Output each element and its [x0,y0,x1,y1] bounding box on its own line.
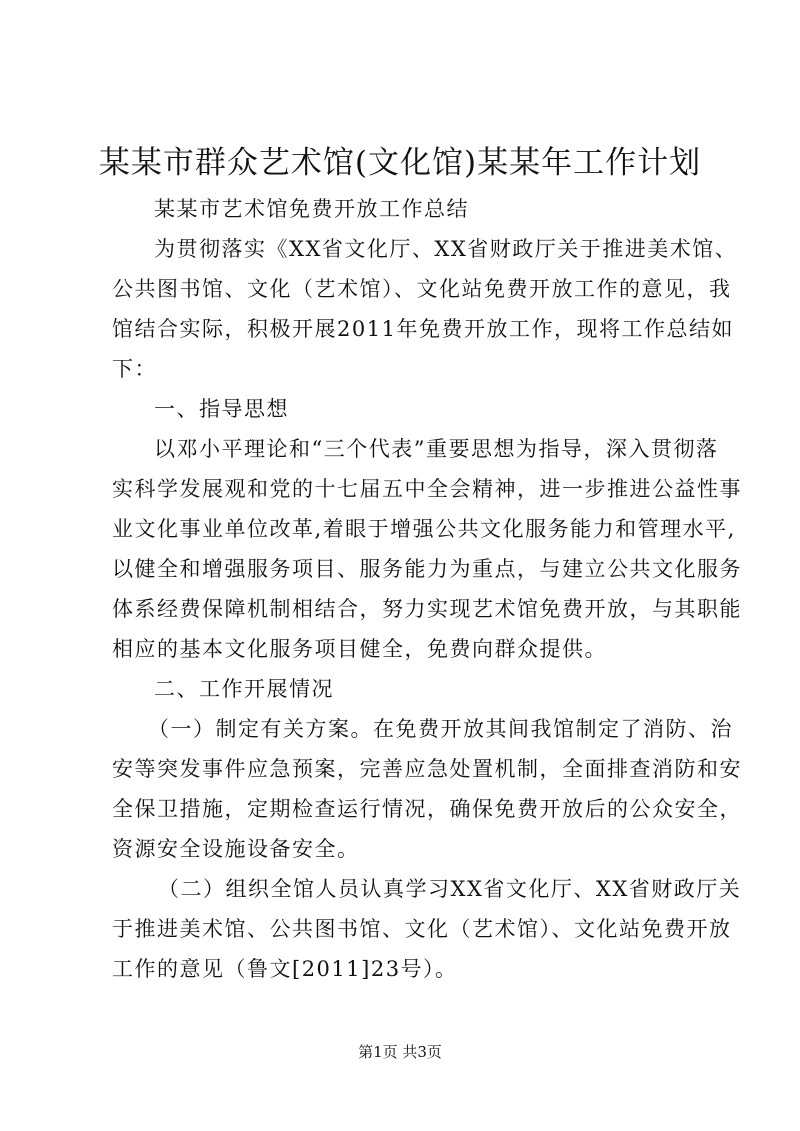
section-heading: 二、工作开展情况 [154,677,334,701]
paragraph-line: 某某市艺术馆免费开放工作总结 [154,197,469,221]
paragraph-line: 馆结合实际，积极开展2011年免费开放工作，现将工作总结如 [112,317,734,341]
document-body [112,189,742,989]
page-footer: 第1页 共3页 [358,1043,442,1061]
paragraph-line: （一）制定有关方案。在免费开放其间我馆制定了消防、治 [148,717,733,741]
paragraph-line: 相应的基本文化服务项目健全，免费向群众提供。 [112,637,607,661]
paragraph-line: 下： [112,357,157,381]
paragraph-line: 实科学发展观和党的十七届五中全会精神，进一步推进公益性事 [112,477,742,501]
paragraph-line: 于推进美术馆、公共图书馆、文化（艺术馆）、文化站免费开放 [112,917,732,941]
paragraph-line: （二）组织全馆人员认真学习XX省文化厅、XX省财政厅关 [158,877,742,901]
paragraph-line: 公共图书馆、文化（艺术馆）、文化站免费开放工作的意见，我 [112,277,732,301]
paragraph-line: 资源安全设施设备安全。 [112,837,360,861]
paragraph-line: 安等突发事件应急预案，完善应急处置机制，全面排查消防和安 [112,757,742,781]
paragraph-line: 以邓小平理论和“三个代表”重要思想为指导，深入贯彻落 [154,437,719,461]
paragraph-line: 全保卫措施，定期检查运行情况，确保免费开放后的公众安全， [112,797,742,821]
paragraph-line: 以健全和增强服务项目、服务能力为重点，与建立公共文化服务 [112,557,742,581]
paragraph-line: 业文化事业单位改革,着眼于增强公共文化服务能力和管理水平, [112,517,736,541]
paragraph-line: 为贯彻落实《XX省文化厅、XX省财政厅关于推进美术馆、 [154,237,738,261]
section-heading: 一、指导思想 [154,397,289,421]
document-title: 某某市群众艺术馆(文化馆)某某年工作计划 [98,145,702,181]
paragraph-line: 工作的意见（鲁文[2011]23号）。 [112,957,458,981]
paragraph-line: 体系经费保障机制相结合，努力实现艺术馆免费开放，与其职能 [112,597,742,621]
